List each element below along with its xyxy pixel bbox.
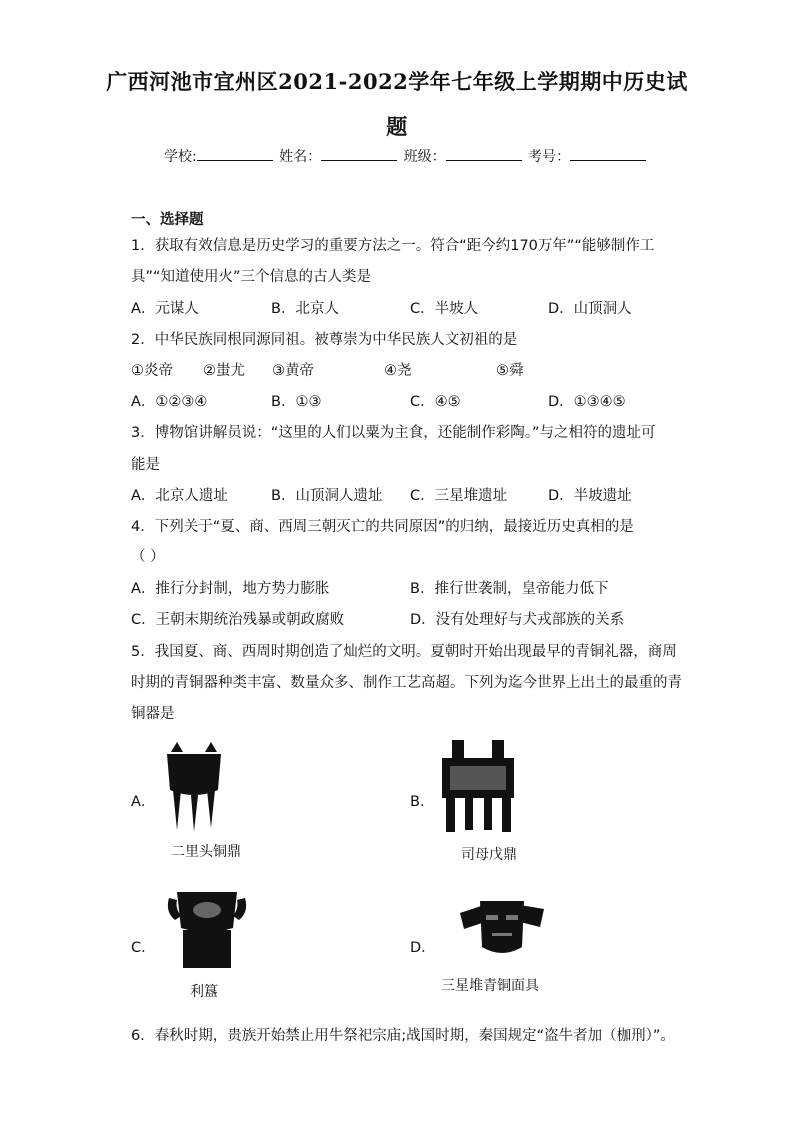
simuwu-ding-icon <box>436 738 520 834</box>
q2-item-4: ④尧 <box>384 363 412 379</box>
q5-option-a-caption: 二里头铜鼎 <box>171 844 241 860</box>
q2-item-5: ⑤舜 <box>496 363 524 379</box>
exam-no-label: 考号： <box>528 149 571 165</box>
exam-no-blank <box>570 148 646 161</box>
q5-option-b-caption: 司母戊鼎 <box>461 847 517 863</box>
q5-stem-line2: 时期的青铜器种类丰富、数量众多、制作工艺高超。下列为迄今世界上出土的最重的青 <box>131 675 682 691</box>
q4-option-c: C．王朝末期统治残暴或朝政腐败 <box>131 612 345 628</box>
q4-option-a: A．推行分封制，地方势力膨胀 <box>131 581 330 597</box>
q1-option-c: C．半坡人 <box>410 301 479 317</box>
q5-option-d-letter: D． <box>410 940 436 956</box>
q2-stem-line1: 2．中华民族同根同源同祖。被尊崇为中华民族人文初祖的是 <box>131 332 518 348</box>
name-label: 姓名： <box>279 149 322 165</box>
sanxingdui-mask-icon <box>454 895 550 961</box>
q5-option-b-letter: B． <box>410 794 435 810</box>
q2-option-a: A．①②③④ <box>131 394 208 410</box>
class-label: 班级： <box>403 149 446 165</box>
q5-option-a-letter: A． <box>131 794 156 810</box>
school-blank <box>197 148 273 161</box>
q4-option-b: B．推行世袭制，皇帝能力低下 <box>410 581 609 597</box>
q5-stem-line3: 铜器是 <box>131 706 175 722</box>
li-gui-icon <box>165 888 249 970</box>
q2-option-b: B．①③ <box>271 394 322 410</box>
q1-option-d: D．山顶洞人 <box>548 301 632 317</box>
student-info-row <box>164 146 648 166</box>
q5-stem-line1: 5．我国夏、商、西周时期创造了灿烂的文明。夏朝时开始出现最早的青铜礼器，商周 <box>131 644 677 660</box>
q3-option-d: D．半坡遗址 <box>548 488 632 504</box>
q1-stem-line2: 具”“知道使用火”三个信息的古人类是 <box>131 269 372 285</box>
q3-option-a: A．北京人遗址 <box>131 488 228 504</box>
q5-option-c-letter: C． <box>131 940 156 956</box>
q2-option-d: D．①③④⑤ <box>548 394 626 410</box>
q2-item-2: ②蚩尤 <box>203 363 245 379</box>
q3-option-b: B．山顶洞人遗址 <box>271 488 383 504</box>
q3-stem-line2: 能是 <box>131 457 160 473</box>
q1-option-b: B．北京人 <box>271 301 339 317</box>
q6-stem-line1: 6．春秋时期，贵族开始禁止用牛祭祀宗庙;战国时期，秦国规定“盗牛者加（枷刑）”。 <box>131 1028 675 1044</box>
q4-stem-line1: 4．下列关于“夏、商、西周三朝灭亡的共同原因”的归纳，最接近历史真相的是 <box>131 519 634 535</box>
q5-option-d-caption: 三星堆青铜面具 <box>441 978 539 994</box>
q4-stem-line2: （ ） <box>131 549 165 565</box>
q2-item-3: ③黄帝 <box>272 363 314 379</box>
q5-option-c-caption: 利簋 <box>190 984 218 1000</box>
q3-stem-line1: 3．博物馆讲解员说：“这里的人们以粟为主食，还能制作彩陶。”与之相符的遗址可 <box>131 425 656 441</box>
q2-item-1: ①炎帝 <box>131 363 173 379</box>
class-blank <box>446 148 522 161</box>
q1-stem-line1: 1．获取有效信息是历史学习的重要方法之一。符合“距今约170万年”“能够制作工 <box>131 238 655 254</box>
school-label: 学校: <box>164 149 197 165</box>
page-title-line2: 题 <box>386 114 408 139</box>
bronze-ding-tripod-icon <box>163 740 225 832</box>
q3-option-c: C．三星堆遗址 <box>410 488 508 504</box>
q1-option-a: A．元谋人 <box>131 301 199 317</box>
q2-option-c: C．④⑤ <box>410 394 461 410</box>
q4-option-d: D．没有处理好与犬戎部族的关系 <box>410 612 625 628</box>
name-blank <box>321 148 397 161</box>
section-heading: 一、选择题 <box>131 212 204 228</box>
page-title-line1: 广西河池市宜州区2021-2022学年七年级上学期期中历史试 <box>106 69 688 94</box>
